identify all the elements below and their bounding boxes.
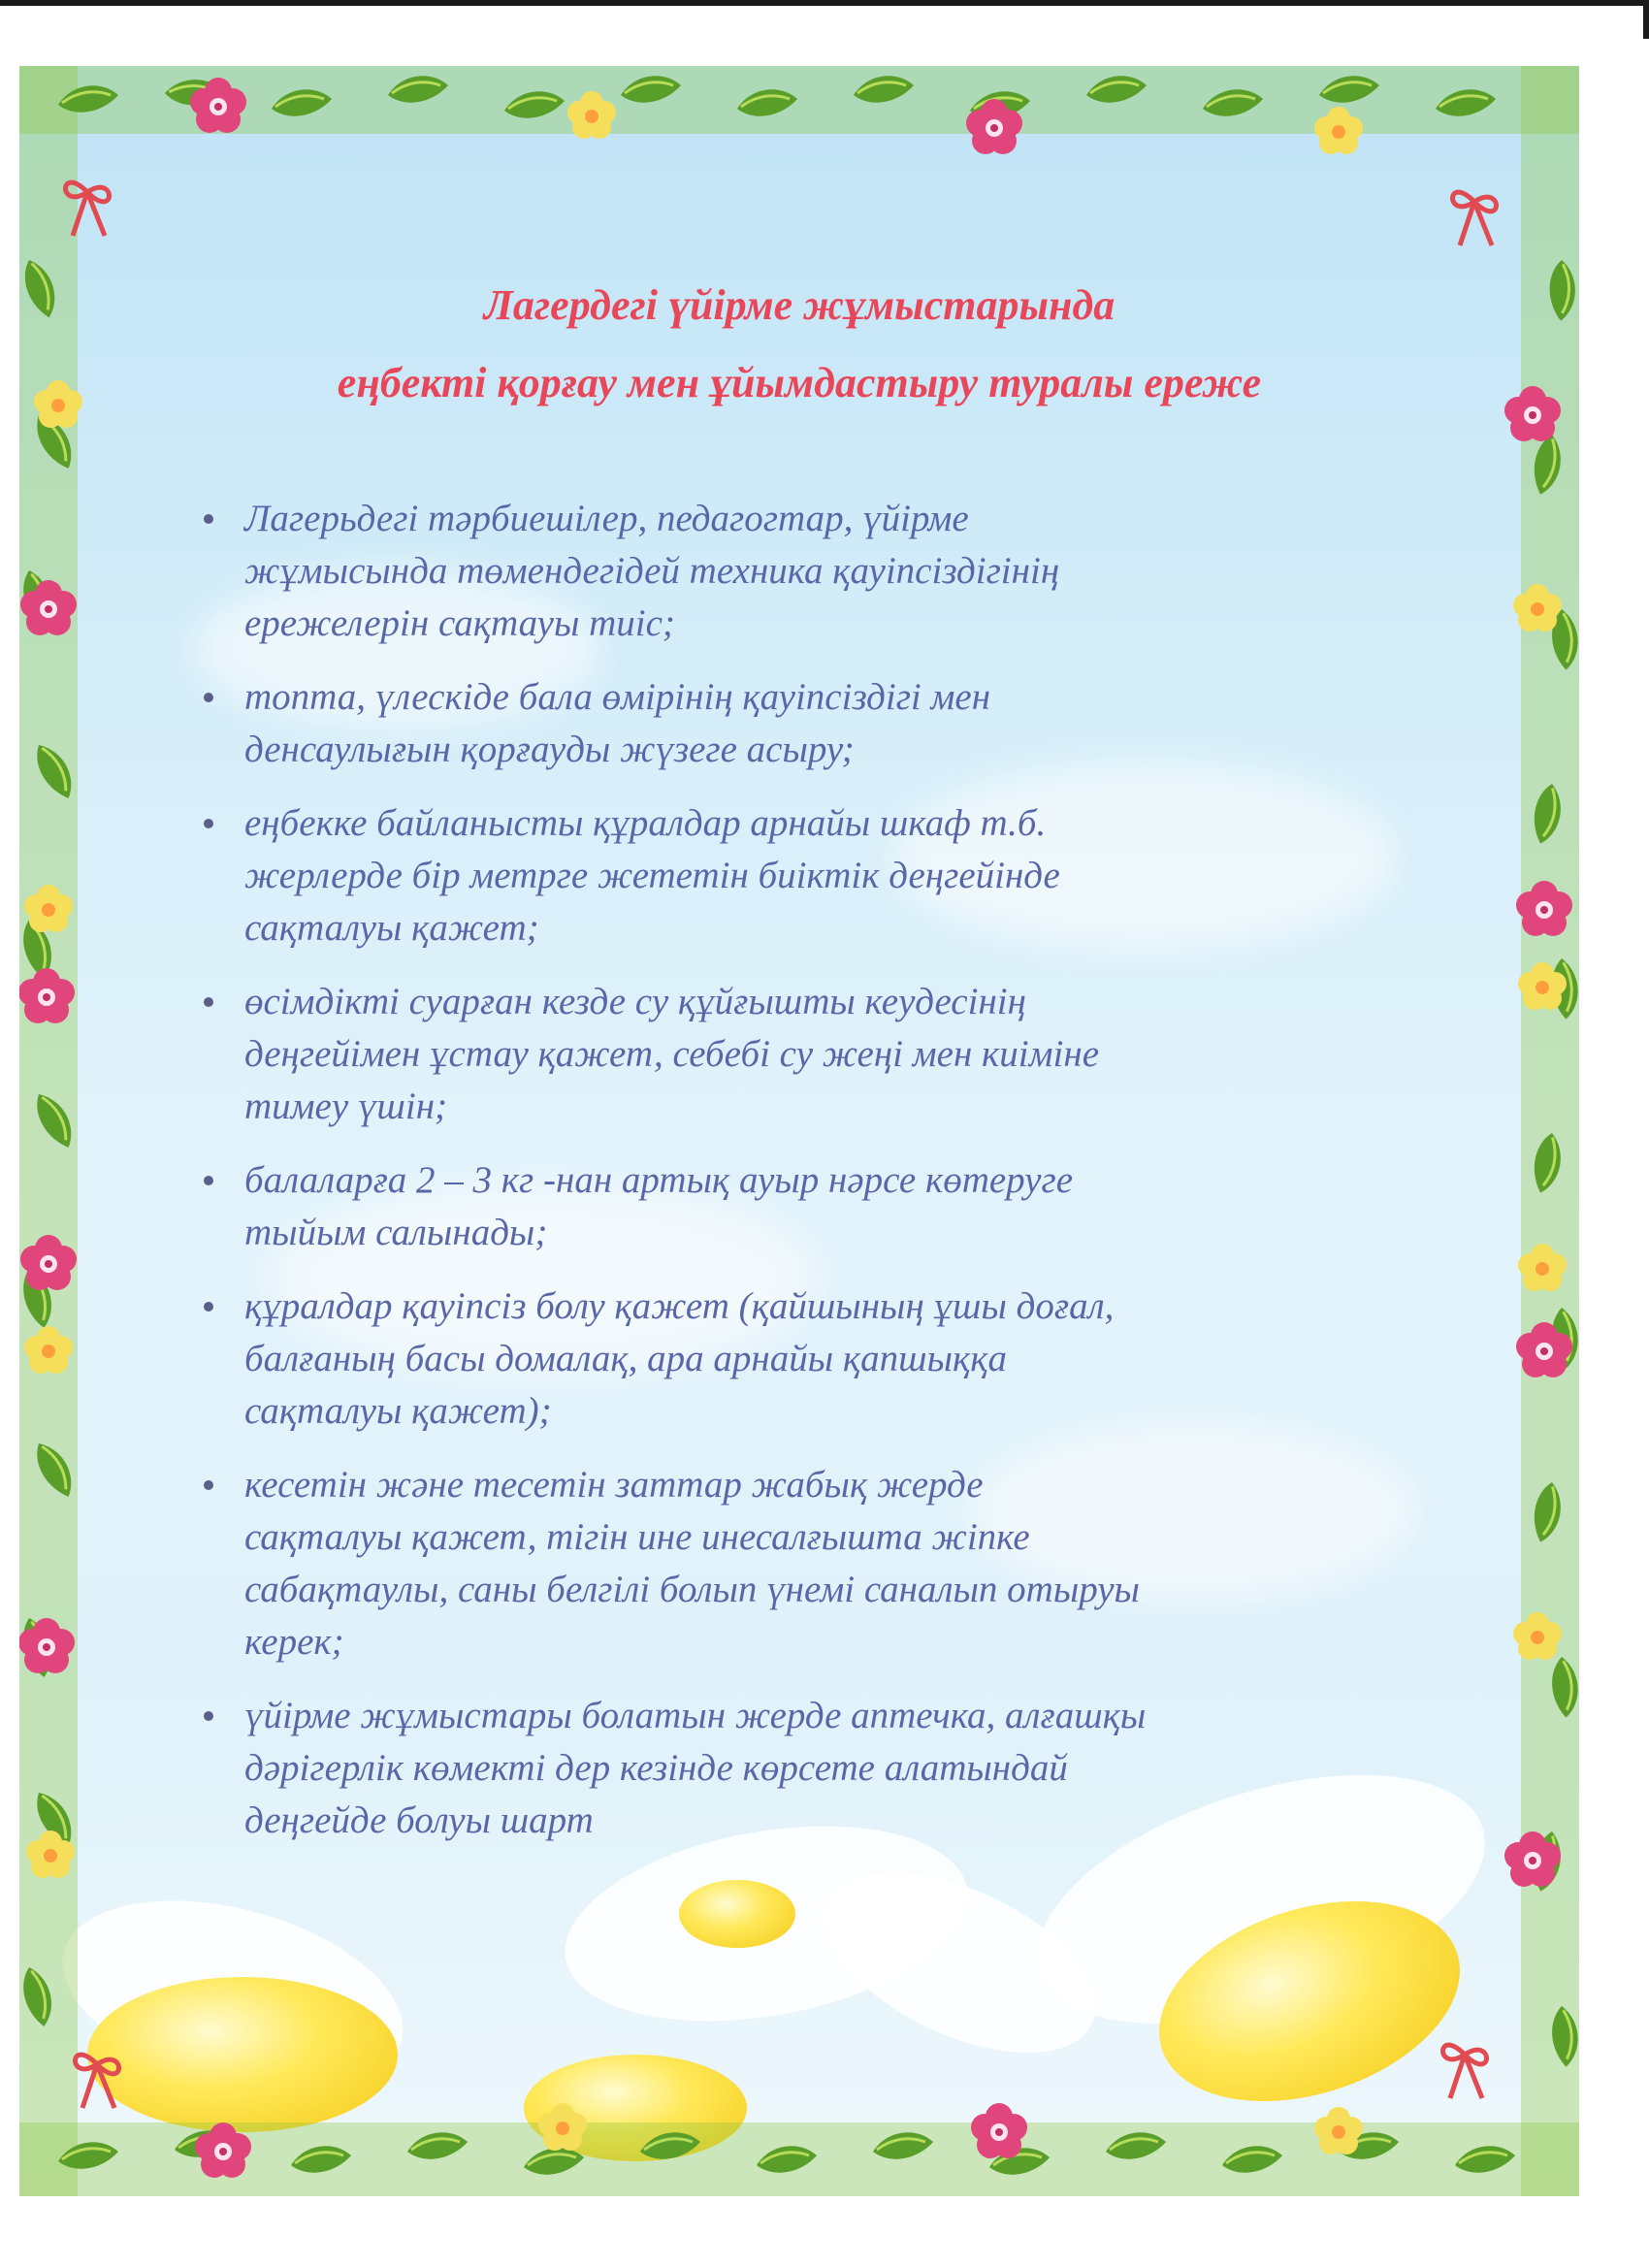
poster bbox=[19, 66, 1579, 2196]
bullet-dot bbox=[204, 514, 213, 524]
rule-item bbox=[175, 976, 1397, 1133]
rule-text: еңбекке байланысты құралдар арнайы шкаф т.б. жерлерде бір метрге жететін биіктік деңгейінде сақталуы қажет; bbox=[244, 802, 1060, 949]
scan-edge-top bbox=[0, 0, 1649, 6]
bullet-dot bbox=[204, 1176, 213, 1185]
bullet-dot bbox=[204, 693, 213, 702]
rule-item bbox=[175, 671, 1397, 776]
bullet-dot bbox=[204, 997, 213, 1007]
rule-text: кесетін және тесетін заттар жабық жерде сақталуы қажет, тігін ине инесалғышта жіпке сабақтаулы, саны белгілі болып үнемі саналып отыруы керек; bbox=[244, 1464, 1140, 1663]
bullet-dot bbox=[204, 1302, 213, 1312]
rule-item bbox=[175, 1690, 1397, 1847]
bullet-dot bbox=[204, 819, 213, 828]
rule-text: үйірме жұмыстары болатын жерде аптечка, алғашқы дәрігерлік көмекті дер кезінде көрсете алатындай деңгейде болуы шарт bbox=[244, 1695, 1147, 1841]
rule-text: өсімдікті суарған кезде су құйғышты кеудесінің деңгейімен ұстау қажет, себебі су жеңі мен киіміне тимеу үшін; bbox=[244, 981, 1100, 1127]
rule-text: топта, үлескіде бала өмірінің қауіпсіздігі мен денсаулығын қорғауды жүзеге асыру; bbox=[244, 676, 991, 770]
rule-item bbox=[175, 797, 1397, 955]
rule-text: балаларға 2 – 3 кг -нан артық ауыр нәрсе көтеруге тыйым салынады; bbox=[244, 1159, 1074, 1253]
rule-item bbox=[175, 1459, 1397, 1669]
page-title-line-1: Лагердегі үйірме жұмыстарында bbox=[483, 281, 1116, 329]
rule-text: құралдар қауіпсіз болу қажет (қайшының ұшы доғал, балғаның басы домалақ, ара арнайы қапшыққа сақталуы қажет); bbox=[244, 1285, 1115, 1432]
page-title-line-2: еңбекті қорғау мен ұйымдастыру туралы ереже bbox=[337, 359, 1262, 406]
rule-item bbox=[175, 493, 1397, 650]
rule-item bbox=[175, 1154, 1397, 1259]
bullet-dot bbox=[204, 1711, 213, 1721]
rules-list bbox=[175, 493, 1397, 1868]
bullet-dot bbox=[204, 1480, 213, 1490]
rule-text: Лагерьдегі тәрбиешілер, педагогтар, үйірме жұмысында төмендегідей техника қауіпсіздігінің ережелерін сақтауы тиіс; bbox=[244, 498, 1060, 644]
rule-item bbox=[175, 1280, 1397, 1438]
scan-edge-right bbox=[1643, 0, 1649, 39]
